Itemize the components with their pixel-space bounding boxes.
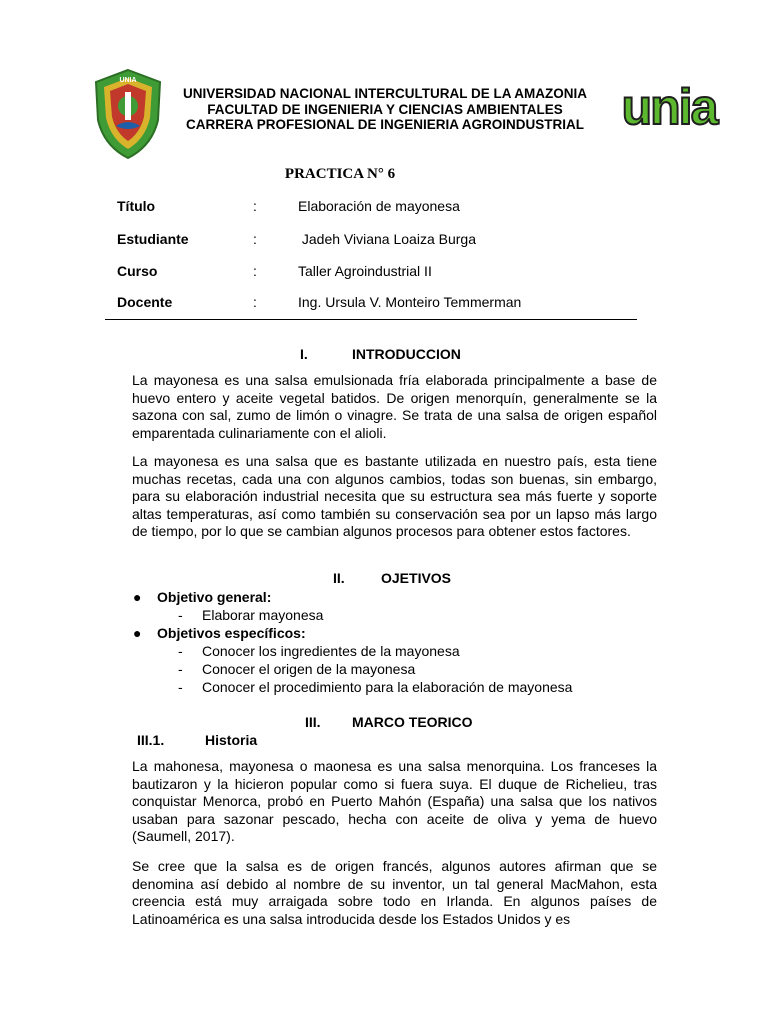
bullet-icon: ● bbox=[133, 589, 142, 605]
info-colon: : bbox=[253, 263, 257, 279]
unia-logo-text: unia bbox=[621, 80, 717, 132]
info-label: Docente bbox=[117, 294, 173, 310]
info-colon: : bbox=[253, 231, 257, 247]
unia-logo-icon bbox=[614, 80, 724, 132]
seal-text: UNIA bbox=[119, 77, 137, 84]
info-label: Estudiante bbox=[117, 231, 189, 247]
historia-paragraph-1: La mahonesa, mayonesa o maonesa es una salsa menorquina. Los franceses la bautizaron y la hicieron popular como si fuera suya. El duque de Richelieu, tras conquistar Menorca, probó en Puerto Mahón (España) una salsa que los nativos usaban para sazonar pescado, hecha con aceite de oliva y yema de huevo (Saumell, 2017). bbox=[132, 758, 657, 845]
info-colon: : bbox=[253, 198, 257, 214]
info-row-docente bbox=[117, 294, 637, 314]
info-value: Jadeh Viviana Loaiza Burga bbox=[298, 231, 476, 247]
institution-header bbox=[160, 86, 610, 133]
subsection-title: Historia bbox=[205, 732, 258, 748]
practice-title: PRACTICA N° 6 bbox=[284, 166, 396, 182]
intro-paragraph-2: La mayonesa es una salsa que es bastante utilizada en nuestro país, esta tiene muchas recetas, cada una con algunos cambios, todas son buenas, sin embargo, para su elaboración industrial necesita que su estructura sea más fuerte y soporte altas temperaturas, así como también su conservación sea por un lapso más largo de tiempo, por lo que se cambian algunos procesos para obtener estos factores. bbox=[132, 453, 657, 540]
section-number: I. bbox=[300, 346, 308, 362]
info-value: Taller Agroindustrial II bbox=[298, 263, 432, 279]
historia-paragraph-2: Se cree que la salsa es de origen francés, algunos autores afirman que se denomina así debido al nombre de su inventor, un tal general MacMahon, esta creencia está muy arraigada sobre todo en Irlanda. En algunos países de Latinoamérica es una salsa introducida desde los Estados Unidos y es bbox=[132, 858, 657, 927]
header-divider bbox=[105, 319, 637, 320]
career-name: CARRERA PROFESIONAL DE INGENIERIA AGROINDUSTRIAL bbox=[185, 117, 585, 133]
list-item-text: Conocer los ingredientes de la mayonesa bbox=[202, 643, 460, 659]
section-title: INTRODUCCION bbox=[352, 346, 461, 362]
info-label: Título bbox=[117, 198, 156, 214]
intro-paragraph-1: La mayonesa es una salsa emulsionada fría elaborada principalmente a base de huevo entero y aceite vegetal batidos. De origen menorquín, generalmente se la sazona con sal, zumo de limón o vinagre. Se trata de una salsa de origen español emparentada culinariamente con el alioli. bbox=[132, 372, 657, 441]
dash-marker: - bbox=[178, 679, 183, 695]
info-colon: : bbox=[253, 294, 257, 310]
university-name: UNIVERSIDAD NACIONAL INTERCULTURAL DE LA AMAZONIA bbox=[183, 86, 587, 101]
list-item-label: Objetivos específicos: bbox=[157, 625, 306, 641]
list-item-text: Elaborar mayonesa bbox=[202, 607, 324, 623]
info-row-titulo bbox=[117, 198, 637, 218]
section-title: MARCO TEORICO bbox=[352, 714, 473, 730]
dash-marker: - bbox=[178, 661, 183, 677]
list-item-text: Conocer el origen de la mayonesa bbox=[202, 661, 416, 677]
university-seal-icon bbox=[92, 68, 164, 160]
dash-marker: - bbox=[178, 643, 183, 659]
info-row-estudiante bbox=[117, 231, 637, 251]
section-number: II. bbox=[333, 570, 345, 586]
section-title: OJETIVOS bbox=[381, 570, 452, 586]
dash-marker: - bbox=[178, 607, 183, 623]
info-value: Elaboración de mayonesa bbox=[298, 198, 460, 214]
subsection-number: III.1. bbox=[137, 732, 165, 748]
faculty-name: FACULTAD DE INGENIERIA Y CIENCIAS AMBIENTALES bbox=[207, 101, 563, 117]
info-row-curso bbox=[117, 263, 637, 283]
info-label: Curso bbox=[117, 263, 158, 279]
list-item-text: Conocer el procedimiento para la elaboración de mayonesa bbox=[202, 679, 573, 695]
bullet-icon: ● bbox=[133, 625, 142, 641]
info-value: Ing. Ursula V. Monteiro Temmerman bbox=[298, 294, 522, 310]
list-item-label: Objetivo general: bbox=[157, 589, 272, 605]
section-number: III. bbox=[305, 714, 321, 730]
